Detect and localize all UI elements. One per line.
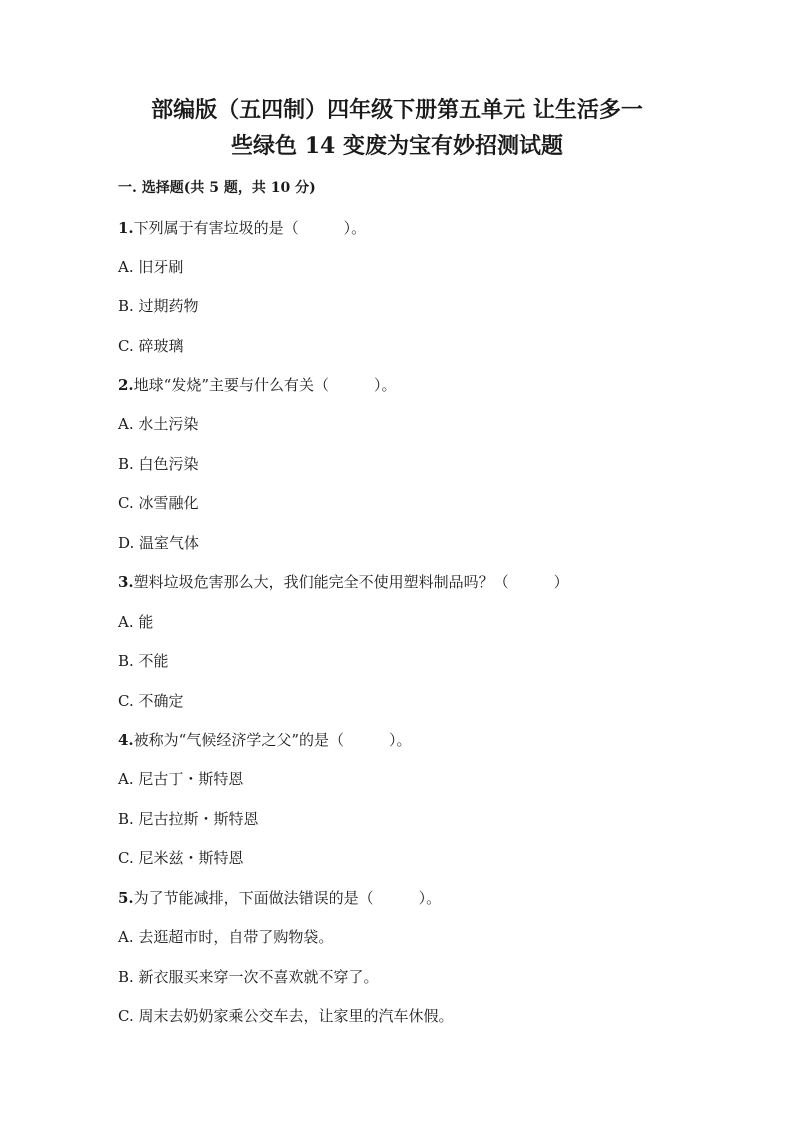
- question-2-option-c: C. 冰雪融化: [118, 494, 199, 512]
- question-number: 3.: [118, 573, 134, 591]
- question-4-option-a: A. 尼古丁・斯特恩: [118, 770, 244, 788]
- question-number: 1.: [118, 219, 134, 237]
- question-3: [118, 572, 569, 592]
- section-heading: 一. 选择题(共 5 题，共 10 分): [118, 180, 316, 196]
- question-text: 被称为“气候经济学之父”的是（ ）。: [133, 731, 412, 749]
- question-5-option-b: B. 新衣服买来穿一次不喜欢就不穿了。: [118, 968, 379, 986]
- question-3-option-c: C. 不确定: [118, 692, 184, 710]
- question-2: [118, 375, 397, 395]
- question-4-option-c: C. 尼米兹・斯特恩: [118, 849, 244, 867]
- question-text: 塑料垃圾危害那么大，我们能完全不使用塑料制品吗？（ ）: [133, 573, 569, 591]
- question-4-option-b: B. 尼古拉斯・斯特恩: [118, 810, 259, 828]
- question-2-option-d: D. 温室气体: [118, 534, 200, 552]
- question-text: 地球“发烧”主要与什么有关（ ）。: [133, 376, 397, 394]
- question-number: 4.: [118, 731, 134, 749]
- question-4: [118, 730, 412, 750]
- page-title: [100, 92, 694, 164]
- question-1: [118, 218, 366, 238]
- question-2-option-b: B. 白色污染: [118, 455, 199, 473]
- question-text: 为了节能减排，下面做法错误的是（ ）。: [133, 889, 442, 907]
- question-3-option-b: B. 不能: [118, 652, 169, 670]
- question-1-option-b: B. 过期药物: [118, 297, 199, 315]
- question-1-option-c: C. 碎玻璃: [118, 337, 184, 355]
- question-5-option-c: C. 周末去奶奶家乘公交车去，让家里的汽车休假。: [118, 1007, 454, 1025]
- question-5: [118, 888, 441, 908]
- question-2-option-a: A. 水土污染: [118, 415, 199, 433]
- question-3-option-a: A. 能: [118, 613, 154, 631]
- question-1-option-a: A. 旧牙刷: [118, 258, 184, 276]
- question-number: 5.: [118, 889, 134, 907]
- title-line-2: 些绿色 14 变废为宝有妙招测试题: [231, 133, 563, 159]
- question-text: 下列属于有害垃圾的是（ ）。: [133, 219, 367, 237]
- title-line-1: 部编版（五四制）四年级下册第五单元 让生活多一: [151, 97, 643, 123]
- question-5-option-a: A. 去逛超市时，自带了购物袋。: [118, 928, 334, 946]
- question-number: 2.: [118, 376, 134, 394]
